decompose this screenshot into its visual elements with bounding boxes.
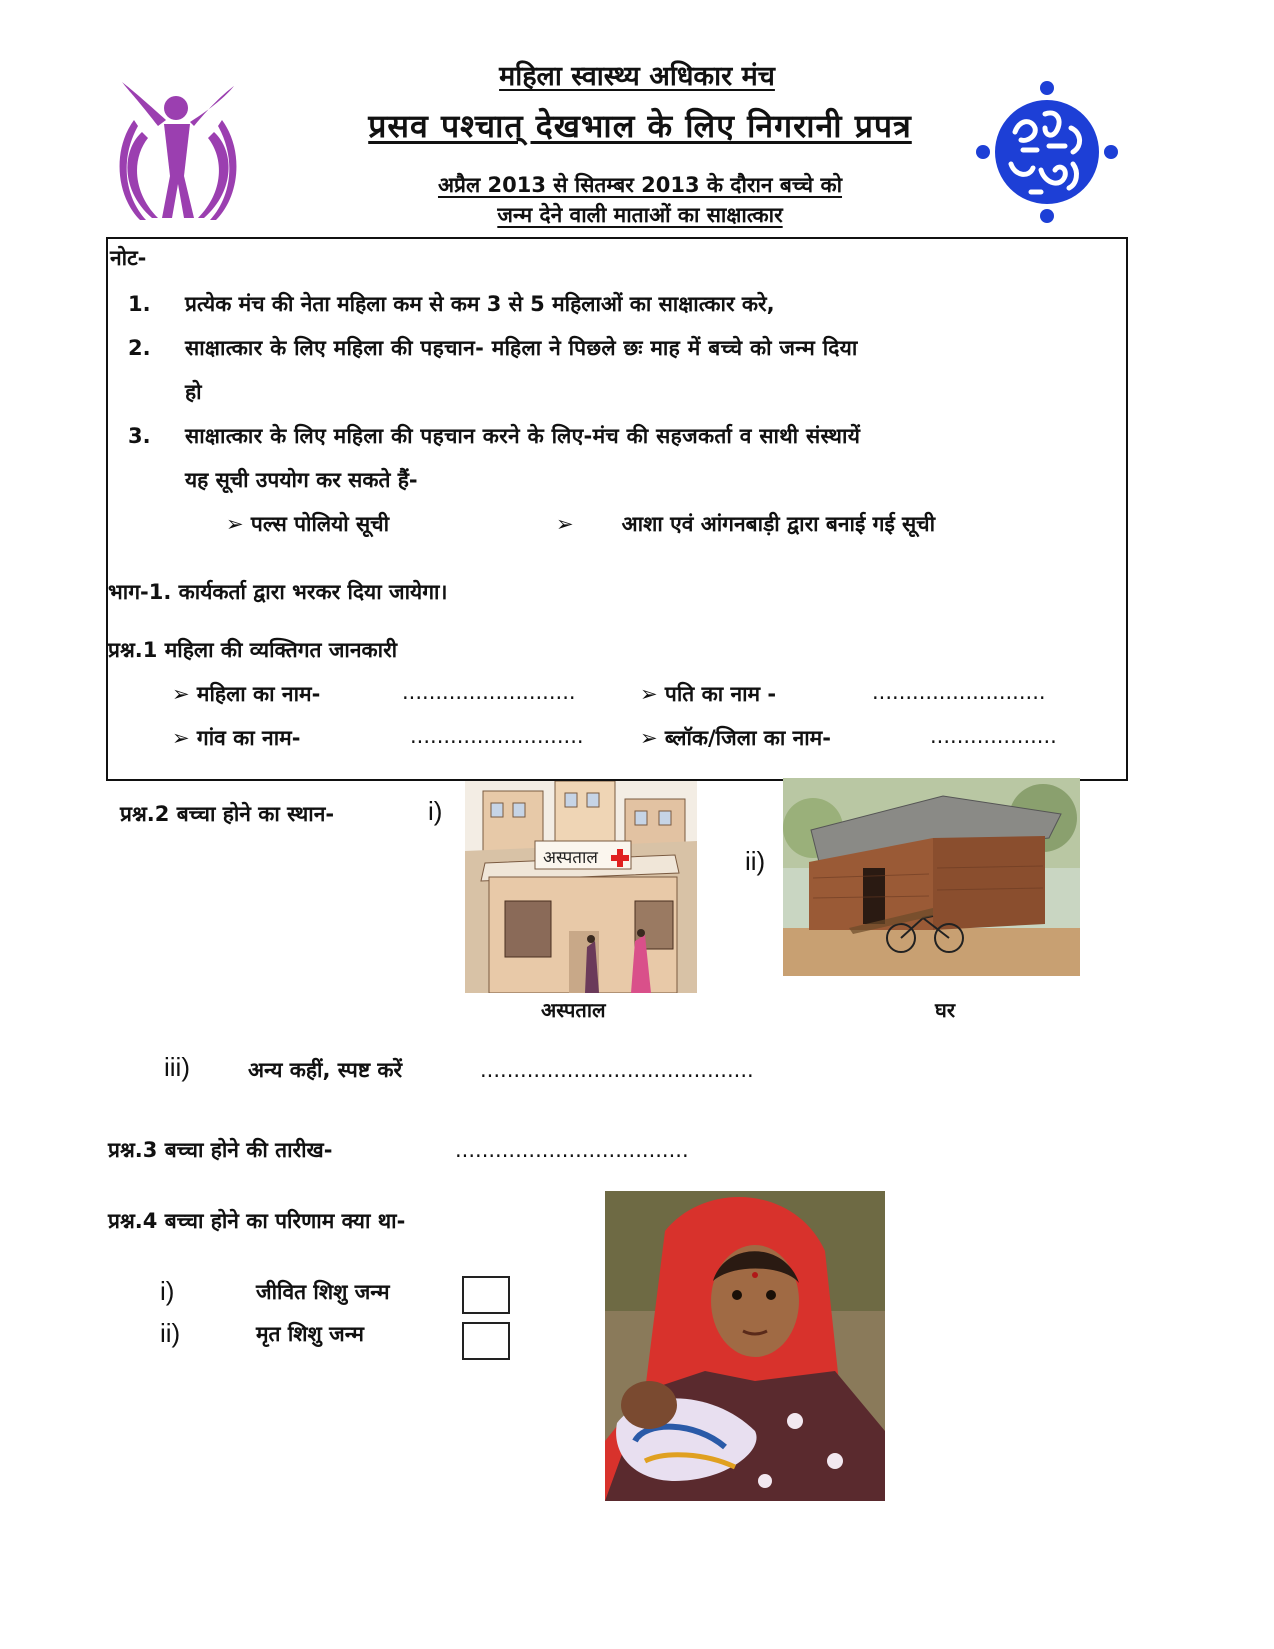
woman-name-field bbox=[172, 680, 320, 708]
q2-option-3-number: iii) bbox=[164, 1052, 190, 1082]
woman-name-blank[interactable]: .......................... bbox=[402, 680, 576, 704]
hospital-illustration bbox=[465, 781, 697, 993]
block-field bbox=[640, 724, 831, 752]
note-item-2-text-cont: हो bbox=[185, 380, 202, 404]
note-item-3-text: साक्षात्कार के लिए महिला की पहचान करने के लिए-मंच की सहजकर्ता व साथी संस्थायें bbox=[185, 424, 861, 448]
q3-title: प्रश्न.3 बच्चा होने की तारीख- bbox=[108, 1138, 333, 1162]
q4-option-2-number: ii) bbox=[160, 1318, 181, 1348]
note-item-3-number: 3. bbox=[128, 424, 151, 448]
live-birth-checkbox[interactable] bbox=[462, 1276, 510, 1314]
org-logo-right bbox=[975, 80, 1119, 224]
village-blank[interactable]: .......................... bbox=[410, 724, 584, 748]
arrow-bullet-icon: ➢ bbox=[640, 682, 665, 706]
husband-name-field bbox=[640, 680, 776, 708]
q2-other-blank[interactable]: ......................................... bbox=[480, 1058, 754, 1082]
org-logo-left bbox=[118, 80, 238, 220]
woman-name-label: महिला का नाम- bbox=[196, 682, 321, 706]
arrow-bullet-icon: ➢ bbox=[640, 726, 665, 750]
list-bullet-2-label: आशा एवं आंगनबाड़ी द्वारा बनाई गई सूची bbox=[621, 512, 936, 536]
part-1-heading: भाग-1. कार्यकर्ता द्वारा भरकर दिया जायेगा। bbox=[108, 580, 448, 604]
note-item-3-text-cont: यह सूची उपयोग कर सकते हैं- bbox=[185, 468, 418, 492]
village-label: गांव का नाम- bbox=[196, 726, 301, 750]
q2-option-2-number: ii) bbox=[745, 846, 766, 876]
form-subtitle bbox=[260, 170, 1020, 230]
husband-name-blank[interactable]: .......................... bbox=[872, 680, 1046, 704]
arrow-bullet-icon: ➢ bbox=[172, 726, 197, 750]
note-heading: नोट- bbox=[110, 246, 147, 270]
q4-title: प्रश्न.4 बच्चा होने का परिणाम क्या था- bbox=[108, 1209, 406, 1233]
q4-option-1-number: i) bbox=[160, 1276, 175, 1306]
mother-baby-photo bbox=[605, 1191, 885, 1501]
org-name: महिला स्वास्थ्य अधिकार मंच bbox=[499, 61, 775, 92]
arrow-bullet-icon: ➢ bbox=[172, 682, 197, 706]
q4-option-1-label: जीवित शिशु जन्म bbox=[256, 1280, 390, 1304]
note-item-2-text: साक्षात्कार के लिए महिला की पहचान- महिला ने पिछले छः माह में बच्चे को जन्म दिया bbox=[185, 336, 858, 360]
arrow-bullet-icon: ➢ bbox=[226, 512, 251, 536]
note-item-1-text: प्रत्येक मंच की नेता महिला कम से कम 3 से 5 महिलाओं का साक्षात्कार करे, bbox=[185, 292, 775, 316]
q3-date-blank[interactable]: ................................... bbox=[455, 1138, 689, 1162]
q1-title: प्रश्न.1 महिला की व्यक्तिगत जानकारी bbox=[108, 638, 398, 662]
form-title: प्रसव पश्चात् देखभाल के लिए निगरानी प्रपत्र bbox=[368, 107, 912, 145]
q4-option-2-label: मृत शिशु जन्म bbox=[256, 1322, 364, 1346]
note-item-1-number: 1. bbox=[128, 292, 151, 316]
block-label: ब्लॉक/जिला का नाम- bbox=[664, 726, 831, 750]
q2-option-1-number: i) bbox=[428, 796, 443, 826]
list-bullet-1 bbox=[226, 510, 389, 538]
caption-home: घर bbox=[935, 998, 955, 1022]
hospital-sign-text: अस्पताल bbox=[543, 848, 598, 868]
caption-hospital: अस्पताल bbox=[541, 998, 606, 1022]
still-birth-checkbox[interactable] bbox=[462, 1322, 510, 1360]
q2-other-label: अन्य कहीं, स्पष्ट करें bbox=[248, 1058, 403, 1082]
list-bullet-2 bbox=[556, 510, 935, 538]
subtitle-line-2: जन्म देने वाली माताओं का साक्षात्कार bbox=[497, 203, 783, 227]
q2-title: प्रश्न.2 बच्चा होने का स्थान- bbox=[120, 802, 335, 826]
village-field bbox=[172, 724, 300, 752]
husband-name-label: पति का नाम - bbox=[664, 682, 777, 706]
list-bullet-1-label: पल्स पोलियो सूची bbox=[250, 512, 390, 536]
arrow-bullet-icon: ➢ bbox=[556, 512, 574, 536]
note-item-2-number: 2. bbox=[128, 336, 151, 360]
block-blank[interactable]: ................... bbox=[930, 724, 1057, 748]
home-photo bbox=[783, 778, 1080, 976]
subtitle-line-1: अप्रैल 2013 से सितम्बर 2013 के दौरान बच्चे को bbox=[437, 173, 843, 197]
